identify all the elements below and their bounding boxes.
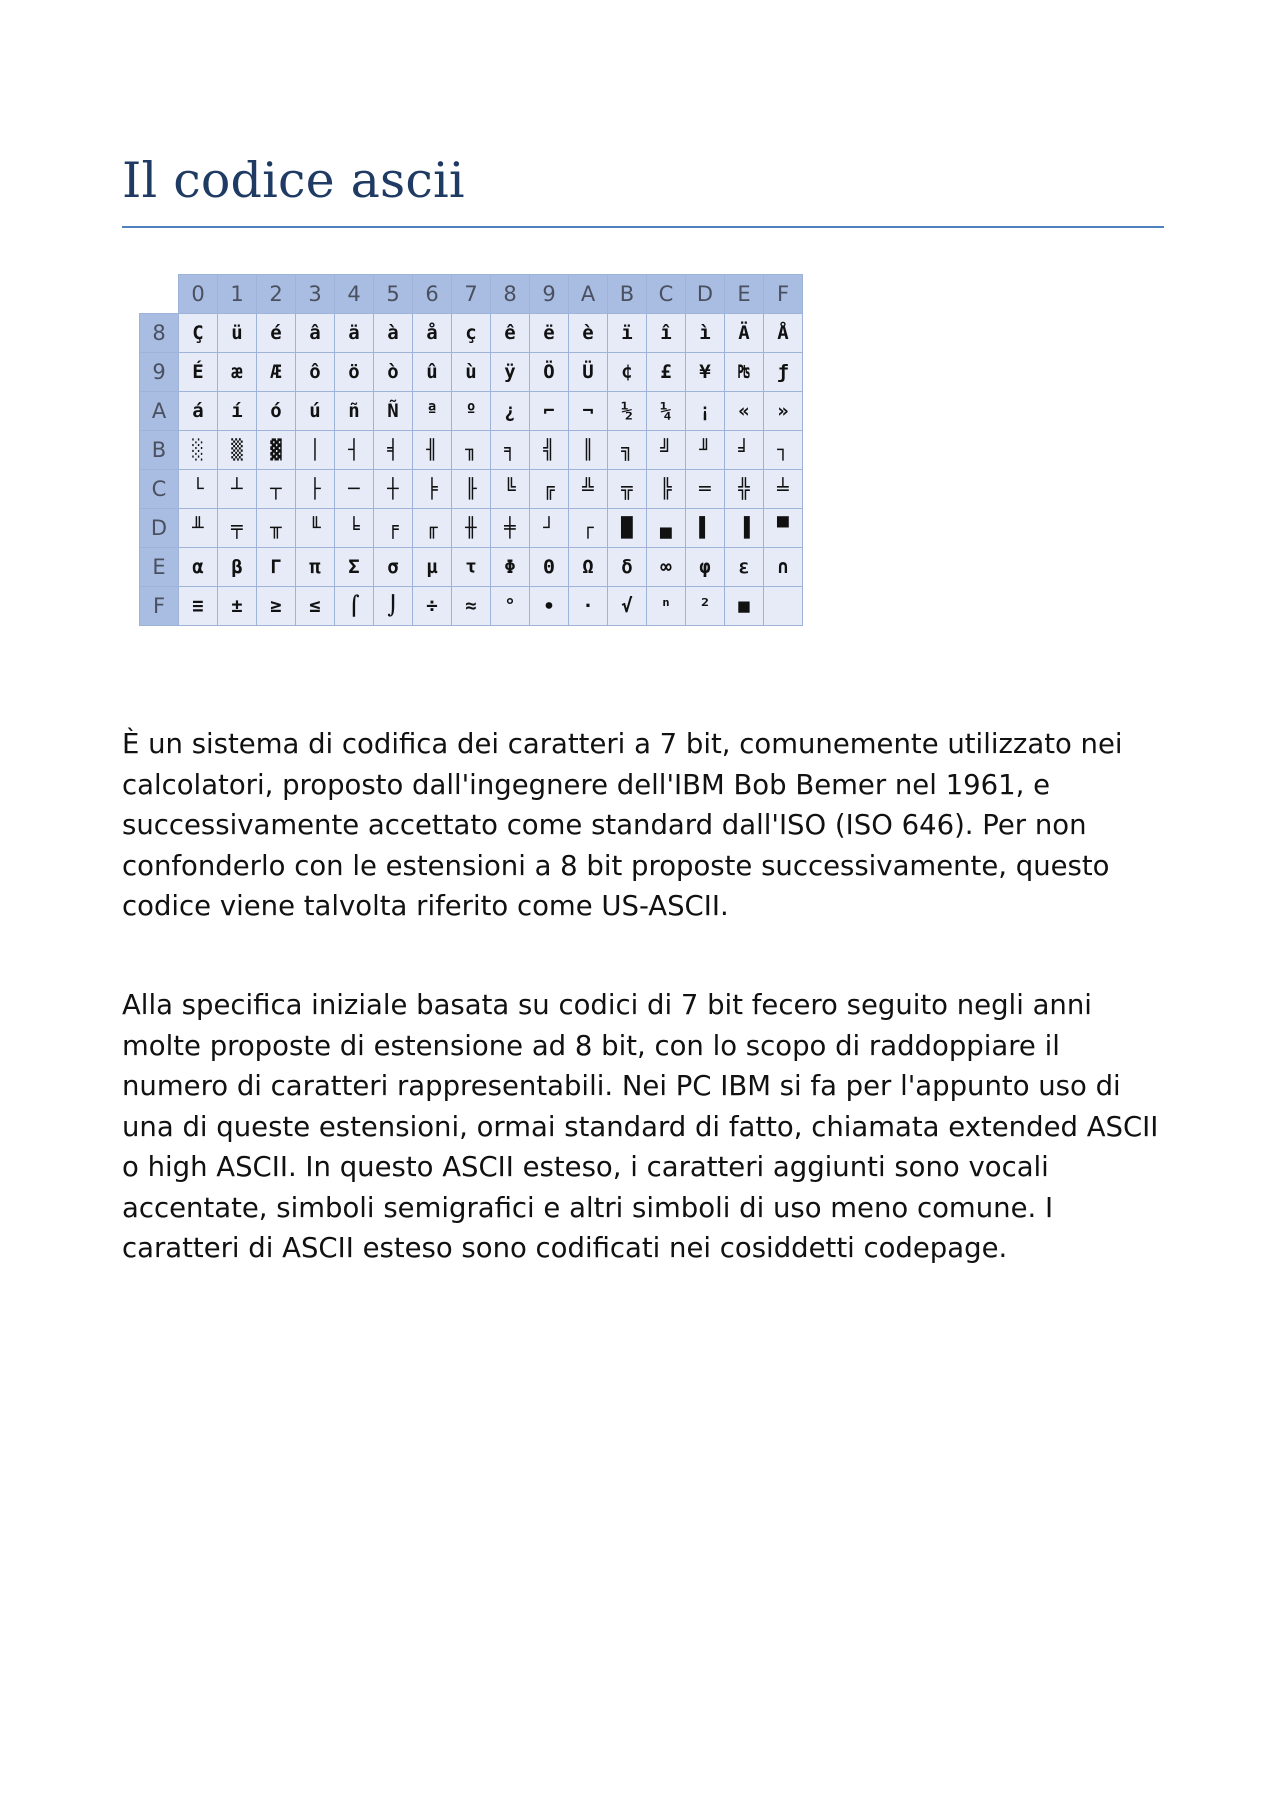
table-row xyxy=(140,353,803,392)
column-header: 9 xyxy=(530,275,569,314)
table-cell: ú xyxy=(296,392,335,431)
table-cell: å xyxy=(413,314,452,353)
table-cell: ┴ xyxy=(218,470,257,509)
column-header: B xyxy=(608,275,647,314)
table-cell: û xyxy=(413,353,452,392)
table-cell: ₧ xyxy=(725,353,764,392)
table-cell: Ω xyxy=(569,548,608,587)
table-cell: ╠ xyxy=(647,470,686,509)
table-cell: Ñ xyxy=(374,392,413,431)
table-cell: Σ xyxy=(335,548,374,587)
table-cell: ª xyxy=(413,392,452,431)
table-cell: │ xyxy=(296,431,335,470)
table-header-row xyxy=(140,275,803,314)
table-row xyxy=(140,431,803,470)
table-cell: ½ xyxy=(608,392,647,431)
table-cell: ■ xyxy=(725,587,764,626)
column-header: F xyxy=(764,275,803,314)
table-cell: é xyxy=(257,314,296,353)
table-cell: ⌠ xyxy=(335,587,374,626)
table-cell: â xyxy=(296,314,335,353)
table-cell: ┬ xyxy=(257,470,296,509)
table-cell: ╝ xyxy=(647,431,686,470)
table-cell: ┼ xyxy=(374,470,413,509)
column-header: A xyxy=(569,275,608,314)
table-cell: π xyxy=(296,548,335,587)
table-cell: ├ xyxy=(296,470,335,509)
table-cell: á xyxy=(179,392,218,431)
table-cell: ░ xyxy=(179,431,218,470)
column-header: 3 xyxy=(296,275,335,314)
title-underline xyxy=(122,226,1164,228)
table-row xyxy=(140,392,803,431)
table-cell: Ä xyxy=(725,314,764,353)
table-cell: ≥ xyxy=(257,587,296,626)
table-cell: ì xyxy=(686,314,725,353)
table-cell: Ö xyxy=(530,353,569,392)
column-header: 7 xyxy=(452,275,491,314)
table-cell: Æ xyxy=(257,353,296,392)
table-cell: î xyxy=(647,314,686,353)
table-cell: ¬ xyxy=(569,392,608,431)
table-cell: ┘ xyxy=(530,509,569,548)
table-cell: ÷ xyxy=(413,587,452,626)
table-row xyxy=(140,470,803,509)
table-cell: ¢ xyxy=(608,353,647,392)
table-cell: ç xyxy=(452,314,491,353)
table-cell: ╣ xyxy=(530,431,569,470)
table-cell: ë xyxy=(530,314,569,353)
table-cell: ╥ xyxy=(257,509,296,548)
table-cell: δ xyxy=(608,548,647,587)
table-cell: ╒ xyxy=(374,509,413,548)
table-cell: ╙ xyxy=(296,509,335,548)
table-cell: ∩ xyxy=(764,548,803,587)
table-cell: φ xyxy=(686,548,725,587)
table-cell: ╤ xyxy=(218,509,257,548)
row-header: B xyxy=(140,431,179,470)
table-cell: ╫ xyxy=(452,509,491,548)
table-body xyxy=(140,314,803,626)
table-cell: ▄ xyxy=(647,509,686,548)
column-header: 8 xyxy=(491,275,530,314)
column-header: 0 xyxy=(179,275,218,314)
table-cell: ╔ xyxy=(530,470,569,509)
table-cell: » xyxy=(764,392,803,431)
table-cell: « xyxy=(725,392,764,431)
table-cell: É xyxy=(179,353,218,392)
column-header: 5 xyxy=(374,275,413,314)
table-cell: ▌ xyxy=(686,509,725,548)
table-cell: σ xyxy=(374,548,413,587)
table-cell: ╘ xyxy=(335,509,374,548)
row-header: 8 xyxy=(140,314,179,353)
table-cell: ≈ xyxy=(452,587,491,626)
table-cell: ─ xyxy=(335,470,374,509)
table-cell: · xyxy=(569,587,608,626)
table-cell: ƒ xyxy=(764,353,803,392)
paragraph-2: Alla specifica iniziale basata su codici di 7 bit fecero seguito negli anni molte proposte di estensione ad 8 bit, con lo scopo di raddoppiare il numero di caratteri rappresentabili. Nei PC IBM si fa per l'appunto uso di una di queste estensioni, ormai standard di fatto, chiamata extended ASCII o high ASCII. In questo ASCII esteso, i caratteri aggiunti sono vocali accentate, simboli semigrafici e altri simboli di uso meno comune. I caratteri di ASCII esteso sono codificati nei cosiddetti codepage. xyxy=(122,989,1159,1264)
table-cell: ⌐ xyxy=(530,392,569,431)
table-cell: ╞ xyxy=(413,470,452,509)
table-cell: ▓ xyxy=(257,431,296,470)
table-row xyxy=(140,548,803,587)
table-cell: à xyxy=(374,314,413,353)
table-row xyxy=(140,587,803,626)
table-row xyxy=(140,314,803,353)
table-cell: ≡ xyxy=(179,587,218,626)
table-cell: ⌡ xyxy=(374,587,413,626)
table-cell: è xyxy=(569,314,608,353)
table-cell: ╪ xyxy=(491,509,530,548)
table-cell: β xyxy=(218,548,257,587)
table-cell: ┐ xyxy=(764,431,803,470)
page-title: Il codice ascii xyxy=(122,152,465,209)
table-cell: ╚ xyxy=(491,470,530,509)
table-cell: ï xyxy=(608,314,647,353)
table-cell: µ xyxy=(413,548,452,587)
table-cell: ║ xyxy=(569,431,608,470)
table-cell: ∞ xyxy=(647,548,686,587)
table-cell: ² xyxy=(686,587,725,626)
table-cell: ═ xyxy=(686,470,725,509)
table-cell: τ xyxy=(452,548,491,587)
table-cell: Ü xyxy=(569,353,608,392)
table-cell: ╜ xyxy=(686,431,725,470)
table-cell: ╨ xyxy=(179,509,218,548)
table-cell: ± xyxy=(218,587,257,626)
table-cell: ä xyxy=(335,314,374,353)
table-cell: ≤ xyxy=(296,587,335,626)
table-cell: ╧ xyxy=(764,470,803,509)
column-header: D xyxy=(686,275,725,314)
column-header: C xyxy=(647,275,686,314)
table-cell: ▒ xyxy=(218,431,257,470)
table-cell: ê xyxy=(491,314,530,353)
table-cell xyxy=(764,587,803,626)
table-cell: ╦ xyxy=(608,470,647,509)
table-cell: ╖ xyxy=(452,431,491,470)
table-cell: Φ xyxy=(491,548,530,587)
row-header: F xyxy=(140,587,179,626)
table-cell: ü xyxy=(218,314,257,353)
column-header: 2 xyxy=(257,275,296,314)
table-cell: ÿ xyxy=(491,353,530,392)
table-cell: ╡ xyxy=(374,431,413,470)
table-cell: √ xyxy=(608,587,647,626)
table-row xyxy=(140,509,803,548)
table-cell: ╢ xyxy=(413,431,452,470)
table-cell: Å xyxy=(764,314,803,353)
column-header: 6 xyxy=(413,275,452,314)
extended-ascii-table xyxy=(139,274,803,626)
table-cell: ╛ xyxy=(725,431,764,470)
table-cell: ¡ xyxy=(686,392,725,431)
table-cell: ñ xyxy=(335,392,374,431)
table-cell: ô xyxy=(296,353,335,392)
row-header: A xyxy=(140,392,179,431)
table-cell: ╗ xyxy=(608,431,647,470)
table-cell: █ xyxy=(608,509,647,548)
row-header: D xyxy=(140,509,179,548)
table-cell: Θ xyxy=(530,548,569,587)
table-cell: ╟ xyxy=(452,470,491,509)
column-header: 4 xyxy=(335,275,374,314)
table-cell: ╬ xyxy=(725,470,764,509)
table-cell: ╓ xyxy=(413,509,452,548)
table-cell: ▐ xyxy=(725,509,764,548)
column-header: 1 xyxy=(218,275,257,314)
table-cell: ╩ xyxy=(569,470,608,509)
table-cell: º xyxy=(452,392,491,431)
table-cell: Γ xyxy=(257,548,296,587)
table-cell: α xyxy=(179,548,218,587)
table-cell: ° xyxy=(491,587,530,626)
table-cell: ╕ xyxy=(491,431,530,470)
row-header: C xyxy=(140,470,179,509)
table-cell: ┌ xyxy=(569,509,608,548)
table-cell: ¥ xyxy=(686,353,725,392)
table-cell: ö xyxy=(335,353,374,392)
table-cell: ε xyxy=(725,548,764,587)
row-header: E xyxy=(140,548,179,587)
table-cell: ⁿ xyxy=(647,587,686,626)
row-header: 9 xyxy=(140,353,179,392)
table-cell: ∙ xyxy=(530,587,569,626)
table-cell: ¿ xyxy=(491,392,530,431)
table-cell: ù xyxy=(452,353,491,392)
column-header: E xyxy=(725,275,764,314)
table-cell: æ xyxy=(218,353,257,392)
table-cell: ó xyxy=(257,392,296,431)
table-corner xyxy=(140,275,179,314)
table-cell: └ xyxy=(179,470,218,509)
table-cell: ▀ xyxy=(764,509,803,548)
paragraph-1: È un sistema di codifica dei caratteri a 7 bit, comunemente utilizzato nei calcolatori, proposto dall'ingegnere dell'IBM Bob Bemer nel 1961, e successivamente accettato come standard dall'ISO (ISO 646). Per non confonderlo con le estensioni a 8 bit proposte successivamente, questo codice viene talvolta riferito come US-ASCII. xyxy=(122,728,1123,922)
table-cell: ¼ xyxy=(647,392,686,431)
table-cell: ò xyxy=(374,353,413,392)
table-cell: Ç xyxy=(179,314,218,353)
table-cell: £ xyxy=(647,353,686,392)
table-cell: í xyxy=(218,392,257,431)
table-cell: ┤ xyxy=(335,431,374,470)
